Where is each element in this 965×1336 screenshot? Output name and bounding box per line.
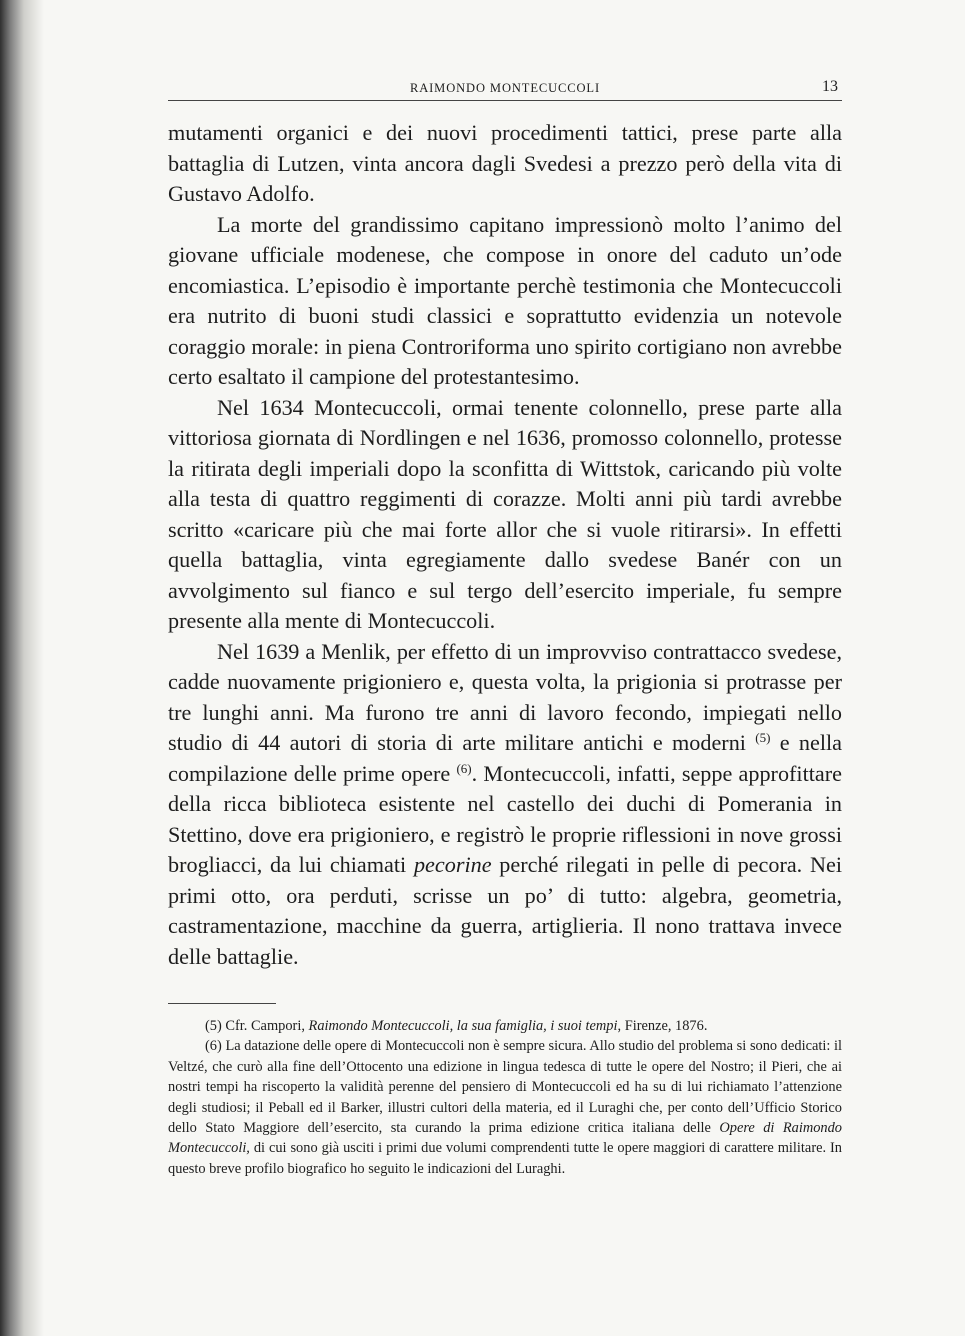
paragraph-4-part-b: e nella compilazione delle prime opere <box>168 730 843 786</box>
footnote-separator <box>168 1003 276 1004</box>
footnote-6-part-a: (6) La datazione delle opere di Montecuccoli non è sempre sicura. Allo studio del problema si sono dedicati: il Veltzé, che curò alla fine dell’Ottocento una edizione in lingua tedesca di tutte le opere del Nostro; il Pieri, che ai nostri tempi ha riscoperto la validità perenne del pensiero di Montecuccoli ed ha su di lui richiamato l’attenzione degli studiosi; il Peball ed il Barker, illustri cultori della materia, ed il Luraghi che, per conto dell’Ufficio Storico dello Stato Maggiore dell’esercito, sta curando la prima edizione critica italiana delle <box>168 1038 842 1137</box>
footnote-6 <box>168 1036 842 1179</box>
book-page <box>168 78 842 1179</box>
footnote-5-italic-title: Raimondo Montecuccoli, la sua famiglia, i suoi tempi <box>308 1018 618 1034</box>
paragraph-4 <box>168 637 842 973</box>
footnote-ref-6: (6) <box>456 760 472 776</box>
footnote-6-italic-title: Opere di Raimondo Montecuccoli, <box>168 1120 842 1157</box>
footnote-6-part-b: di cui sono già usciti i primi due volumi comprendenti tutte le opere maggiori di carattere militare. In questo breve profilo biografico ho seguito le indicazioni del Luraghi. <box>168 1140 842 1177</box>
body-text <box>168 118 842 972</box>
paragraph-4-part-c: . Montecuccoli, infatti, seppe approfittare della ricca biblioteca esistente nel castello dei duchi di Pomerania in Stettino, dove era prigioniero, e registrò le proprie riflessioni in nove grossi brogliacci, da lui chiamati <box>168 760 843 877</box>
paragraph-4-part-a: Nel 1639 a Menlik, per effetto di un improvviso contrattacco svedese, cadde nuovamente prigioniero e, questa volta, la prigionia si protrasse per tre lunghi anni. Ma furono tre anni di lavoro fecondo, impiegati nello studio di 44 autori di storia di arte militare antichi e moderni <box>168 638 842 755</box>
paragraph-4-italic-term: pecorine <box>413 852 492 877</box>
footnote-5-part-b: , Firenze, 1876. <box>617 1018 708 1034</box>
page-number: 13 <box>822 78 838 95</box>
running-header <box>168 78 842 101</box>
paragraph-3: Nel 1634 Montecuccoli, ormai tenente colonnello, prese parte alla vittoriosa giornata di Nordlingen e nel 1636, promosso colonnello, protesse la ritirata degli imperiali dopo la sconfitta di Wittstok, caricando più volte alla testa di quattro reggimenti di corazze. Molti anni più tardi avrebbe scritto «caricare più che mai forte allor che si vuole ritirarsi». In effetti quella battaglia, vinta egregiamente dallo svedese Banér con un avvolgimento sul fianco e sul tergo dell’esercito imperiale, fu sempre presente alla mente di Montecuccoli. <box>168 394 842 633</box>
running-title: RAIMONDO MONTECUCCOLI <box>409 81 601 95</box>
page-gutter-shadow <box>0 0 44 1336</box>
footnote-5 <box>168 1016 842 1036</box>
footnote-ref-5: (5) <box>755 730 771 745</box>
footnote-5-part-a: (5) Cfr. Campori, <box>205 1018 309 1034</box>
paragraph-2: La morte del grandissimo capitano impressionò molto l’animo del giovane ufficiale modenese, che compose in onore del caduto un’ode encomiastica. L’episodio è importante perchè testimonia che Montecuccoli era nutrito di buoni studi classici e soprattutto evidenzia un notevole coraggio morale: in piena Controriforma uno spirito cortigiano non avrebbe certo esaltato il campione del protestantesimo. <box>168 211 842 389</box>
paragraph-1: mutamenti organici e dei nuovi procedimenti tattici, prese parte alla battaglia di Lutzen, vinta ancora dagli Svedesi a prezzo però della vita di Gustavo Adolfo. <box>168 120 842 206</box>
footnotes <box>168 1016 842 1179</box>
paragraph-4-part-d: perché rilegati in pelle di pecora. Nei primi otto, ora perduti, scrisse un po’ di tutto: algebra, geometria, castramentazione, macchine da guerra, artiglieria. Il nono trattava invece delle battaglie. <box>168 852 843 969</box>
